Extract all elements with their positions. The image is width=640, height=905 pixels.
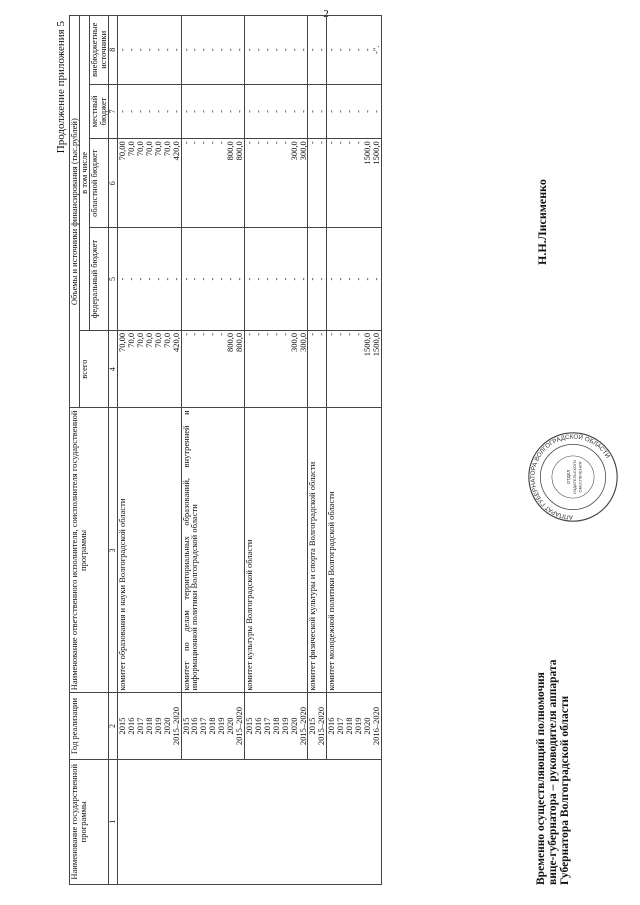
table-row bbox=[244, 16, 307, 885]
executor-cell: комитет культуры Волгоградской области bbox=[244, 408, 307, 693]
header-local: местный бюджет bbox=[89, 84, 108, 139]
official-seal-stamp bbox=[525, 429, 621, 525]
header-program: Наименование государственной программы bbox=[70, 759, 109, 884]
header-total: всего bbox=[79, 330, 108, 408]
year-cell: 2016 2017 2018 2019 2020 2016–2020 bbox=[327, 693, 382, 759]
total-cell: - - - - - 300,0 300,0 bbox=[244, 330, 307, 408]
offbudget-cell: - - - - - - - bbox=[118, 16, 181, 85]
header-year: Год реализации bbox=[70, 693, 109, 759]
column-number: 5 bbox=[108, 228, 117, 331]
year-cell: 2015 2016 2017 2018 2019 2020 2015–2020 bbox=[118, 693, 181, 759]
table-row bbox=[327, 16, 382, 885]
regional-cell: - - - - - 300,0 300,0 bbox=[244, 139, 307, 228]
federal-cell: - - - - - - - bbox=[244, 228, 307, 331]
signatory-name: Н.Н.Лисименко bbox=[535, 179, 549, 265]
funding-table bbox=[69, 15, 382, 885]
regional-cell: 70,00 70,0 70,0 70,0 70,0 70,0 420,0 bbox=[118, 139, 181, 228]
total-cell: - - - - 1500,0 1500,0 bbox=[327, 330, 382, 408]
table-row bbox=[181, 16, 244, 885]
offbudget-cell: - - - - - - - bbox=[181, 16, 244, 85]
year-cell: 2015 2015–2020 bbox=[308, 693, 327, 759]
header-executor: Наименование ответственного исполнителя, соисполнителя государственной программы bbox=[70, 408, 109, 693]
column-number: 3 bbox=[108, 408, 117, 693]
continuation-caption: Продолжение приложения 5 bbox=[55, 21, 67, 154]
total-cell: - - - - - 800,0 800,0 bbox=[181, 330, 244, 408]
federal-cell: - - bbox=[308, 228, 327, 331]
total-cell: 70,00 70,0 70,0 70,0 70,0 70,0 420,0 bbox=[118, 330, 181, 408]
regional-cell: - - - - - 800,0 800,0 bbox=[181, 139, 244, 228]
column-number: 2 bbox=[108, 693, 117, 759]
column-number: 7 bbox=[108, 84, 117, 139]
local-cell: - - - - - - bbox=[327, 84, 382, 139]
executor-cell: комитет физической культуры и спорта Волгоградской области bbox=[308, 408, 327, 693]
table-row bbox=[118, 16, 181, 885]
column-number: 8 bbox=[108, 16, 117, 85]
column-number: 4 bbox=[108, 330, 117, 408]
executor-cell: комитет образования и науки Волгоградской области bbox=[118, 408, 181, 693]
page-number: 2 bbox=[323, 8, 329, 20]
column-number: 6 bbox=[108, 139, 117, 228]
offbudget-cell: - - - - - - - bbox=[244, 16, 307, 85]
local-cell: - - - - - - - bbox=[118, 84, 181, 139]
local-cell: - - - - - - - bbox=[181, 84, 244, 139]
signatory-title: Временно осуществляющий полномочия вице-губернатора – руководителя аппарата Губернатора Волгоградской области bbox=[535, 659, 571, 885]
year-cell: 2015 2016 2017 2018 2019 2020 2015–2020 bbox=[181, 693, 244, 759]
local-cell: - - - - - - - bbox=[244, 84, 307, 139]
landscape-sheet bbox=[55, 15, 620, 885]
column-number: 1 bbox=[108, 759, 117, 884]
total-cell: - - bbox=[308, 330, 327, 408]
federal-cell: - - - - - - - bbox=[118, 228, 181, 331]
svg-text:ОТДЕЛ: ОТДЕЛ bbox=[566, 469, 572, 485]
signature-block bbox=[529, 15, 615, 885]
header-offbudget: внебюджетные источники bbox=[89, 16, 108, 85]
header-federal: федеральный бюджет bbox=[89, 228, 108, 331]
year-cell: 2015 2016 2017 2018 2019 2020 2015–2020 bbox=[244, 693, 307, 759]
svg-text:АППАРАТ ГУБЕРНАТОРА ВОЛГОГРАДС: АППАРАТ ГУБЕРНАТОРА ВОЛГОГРАДСКОЙ ОБЛАСТИ bbox=[529, 433, 612, 521]
program-name-cell bbox=[118, 759, 382, 884]
regional-cell: - - bbox=[308, 139, 327, 228]
table-row bbox=[308, 16, 327, 885]
executor-cell: комитет молодежной политики Волгоградской области bbox=[327, 408, 382, 693]
local-cell: - - bbox=[308, 84, 327, 139]
svg-text:ОБЕСПЕЧЕНИЯ: ОБЕСПЕЧЕНИЯ bbox=[577, 461, 583, 493]
svg-text:ИЗДАТЕЛЬСКОГО: ИЗДАТЕЛЬСКОГО bbox=[571, 459, 577, 495]
federal-cell: - - - - - - bbox=[327, 228, 382, 331]
header-funding: Объемы и источники финансирования (тыс.рублей) bbox=[70, 16, 80, 408]
regional-cell: - - - - 1500,0 1500,0 bbox=[327, 139, 382, 228]
executor-cell: комитет по делам территориальных образований, внутренней и информационной политики Волгоградской области bbox=[181, 408, 244, 693]
header-including: в том числе bbox=[79, 16, 89, 331]
header-regional: областной бюджет bbox=[89, 139, 108, 228]
federal-cell: - - - - - - - bbox=[181, 228, 244, 331]
offbudget-cell: - - bbox=[308, 16, 327, 85]
offbudget-cell: - - - - - -". bbox=[327, 16, 382, 85]
